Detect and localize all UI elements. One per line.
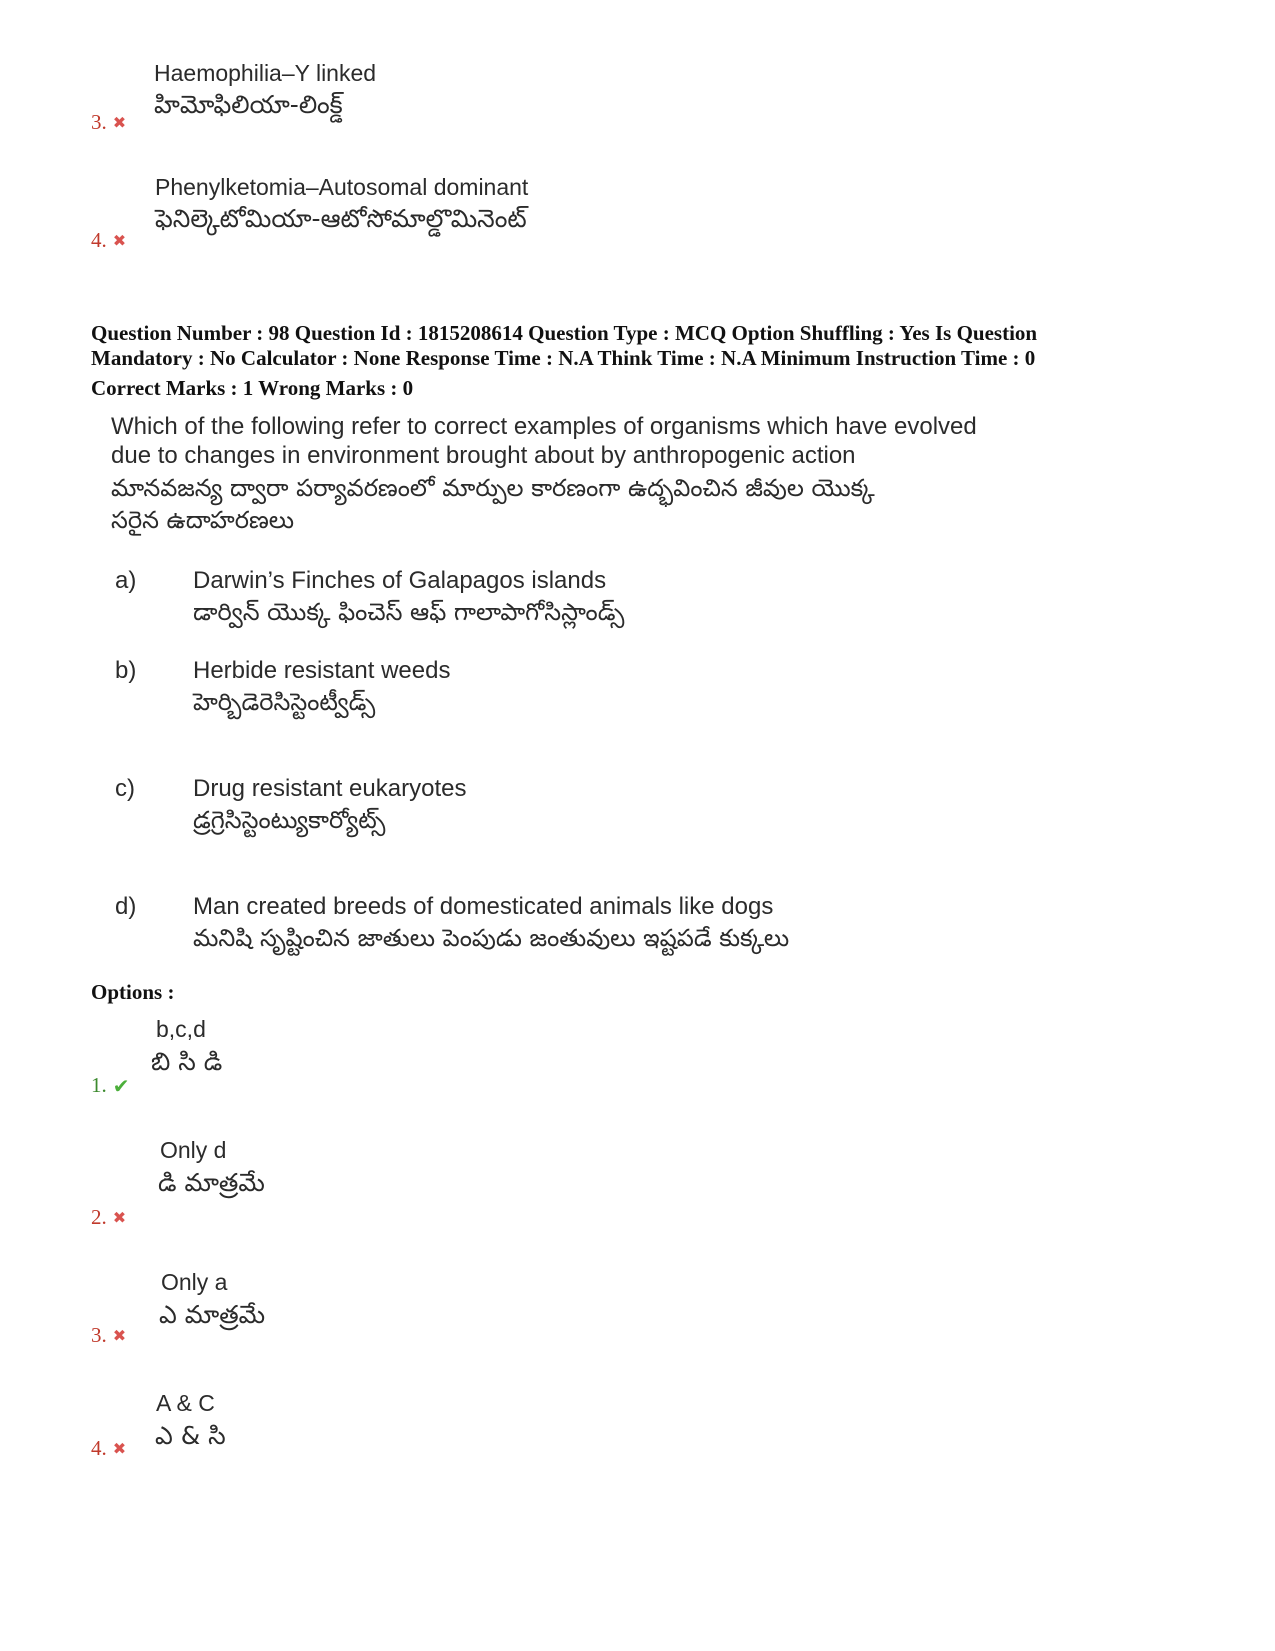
question-marks: Correct Marks : 1 Wrong Marks : 0	[91, 376, 414, 400]
prev-option-4-number[interactable]	[91, 230, 126, 251]
statement-b-en: Herbide resistant weeds	[193, 657, 451, 684]
question-text-te-1: మానవజన్య ద్వారా పర్యావరణంలో మార్పుల కారణంగా ఉద్భవించిన జీవుల యొక్క	[111, 474, 875, 502]
option-1-number[interactable]	[91, 1075, 130, 1096]
options-heading: Options :	[91, 980, 175, 1004]
cross-icon: ✖	[112, 230, 127, 250]
option-4-te: ఎ & సి	[155, 1421, 226, 1450]
cross-icon: ✖	[112, 112, 127, 132]
cross-icon: ✖	[112, 1325, 127, 1345]
statement-d-te: మనిషి సృష్టించిన జాతులు పెంపుడు జంతువులు ఇష్టపడే కుక్కలు	[193, 924, 790, 952]
question-meta-line1: Question Number : 98 Question Id : 1815208614 Question Type : MCQ Option Shuffling : Yes Is Question	[91, 321, 1038, 345]
statement-a-en: Darwin’s Finches of Galapagos islands	[193, 567, 607, 594]
question-text-en-1: Which of the following refer to correct examples of organisms which have evolved	[111, 413, 977, 440]
option-number: 3.	[91, 110, 107, 134]
statement-b-te: హెర్బిడెరెసిస్టెంట్వీడ్స్	[193, 688, 376, 716]
option-number: 2.	[91, 1205, 107, 1229]
check-icon: ✔	[112, 1073, 130, 1098]
question-text-en-2: due to changes in environment brought about by anthropogenic action	[111, 442, 856, 469]
prev-option-3-te: హిమోఫిలియా-లింక్డ్	[154, 90, 343, 119]
prev-option-3-en: Haemophilia–Y linked	[154, 60, 377, 86]
statement-a-label: a)	[115, 567, 137, 594]
prev-option-3-number[interactable]	[91, 112, 126, 133]
prev-option-4-te: ఫెనిల్కెటోమియా-ఆటోసోమాల్డొమినెంట్	[155, 204, 527, 233]
question-text-te-2: సరైన ఉదాహరణలు	[111, 506, 295, 534]
option-1-te: బి సి డి	[151, 1047, 223, 1076]
option-4-en: A & C	[156, 1390, 215, 1416]
statement-a-te: డార్విన్ యొక్క ఫించెస్ ఆఫ్ గాలాపాగోసిస్లాండ్స్	[193, 598, 625, 626]
option-3-te: ఎ మాత్రమే	[159, 1300, 266, 1329]
statement-c-label: c)	[115, 775, 135, 802]
cross-icon: ✖	[112, 1207, 127, 1227]
option-3-en: Only a	[161, 1269, 228, 1295]
prev-option-4-en: Phenylketomia–Autosomal dominant	[155, 174, 529, 200]
statement-b-label: b)	[115, 657, 137, 684]
statement-d-label: d)	[115, 893, 137, 920]
option-3-number[interactable]	[91, 1325, 126, 1346]
option-number: 4.	[91, 1436, 107, 1460]
option-number: 1.	[91, 1073, 107, 1097]
option-2-en: Only d	[160, 1137, 227, 1163]
question-meta-line2: Mandatory : No Calculator : None Response Time : N.A Think Time : N.A Minimum Instruction Time : 0	[91, 346, 1036, 370]
option-number: 4.	[91, 228, 107, 252]
option-2-te: డి మాత్రమే	[158, 1168, 265, 1197]
option-2-number[interactable]	[91, 1207, 126, 1228]
option-1-en: b,c,d	[156, 1016, 206, 1042]
cross-icon: ✖	[112, 1438, 127, 1458]
statement-c-te: డ్రగ్రెసిస్టెంట్యుకార్యోట్స్	[193, 806, 386, 834]
statement-d-en: Man created breeds of domesticated animals like dogs	[193, 893, 774, 920]
option-number: 3.	[91, 1323, 107, 1347]
statement-c-en: Drug resistant eukaryotes	[193, 775, 467, 802]
option-4-number[interactable]	[91, 1438, 126, 1459]
